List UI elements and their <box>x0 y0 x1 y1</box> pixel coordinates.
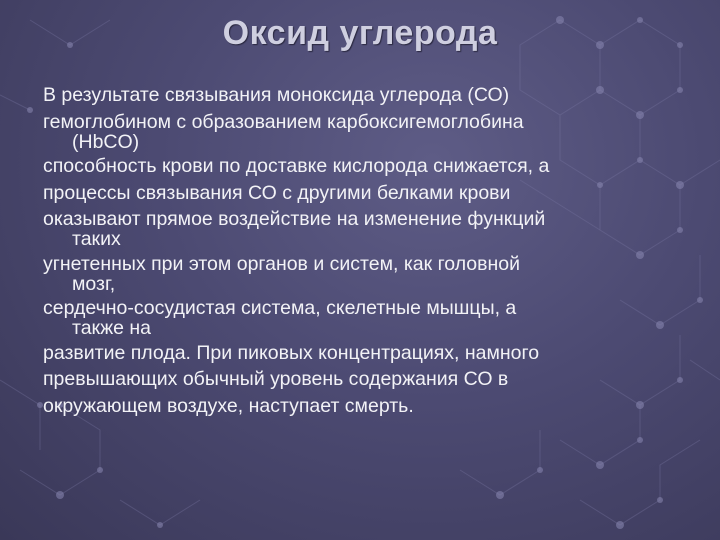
text-line: мозг, <box>72 272 116 295</box>
text-line: превышающих обычный уровень содержания СО в <box>43 368 509 390</box>
text-line: процессы связывания СО с другими белками крови <box>43 181 511 204</box>
slide-body-text <box>43 84 683 417</box>
text-line: оказывают прямое воздействие на изменение функций <box>43 208 546 230</box>
text-line: В результате связывания моноксида углерода (СО) <box>43 84 510 106</box>
text-line: способность крови по доставке кислорода снижается, а <box>43 155 550 177</box>
text-line: сердечно-сосудистая система, скелетные мышцы, а <box>43 297 517 319</box>
text-line: (HbCO) <box>72 130 140 153</box>
text-line: таких <box>72 228 121 250</box>
text-line: также на <box>72 317 152 339</box>
text-line: угнетенных при этом органов и систем, как головной <box>43 252 520 275</box>
text-line: развитие плода. При пиковых концентрациях, намного <box>43 341 540 364</box>
text-line: гемоглобином с образованием карбоксигемоглобина <box>43 110 524 133</box>
text-line: окружающем воздухе, наступает смерть. <box>43 394 414 417</box>
slide-title: Оксид углерода <box>222 14 498 52</box>
